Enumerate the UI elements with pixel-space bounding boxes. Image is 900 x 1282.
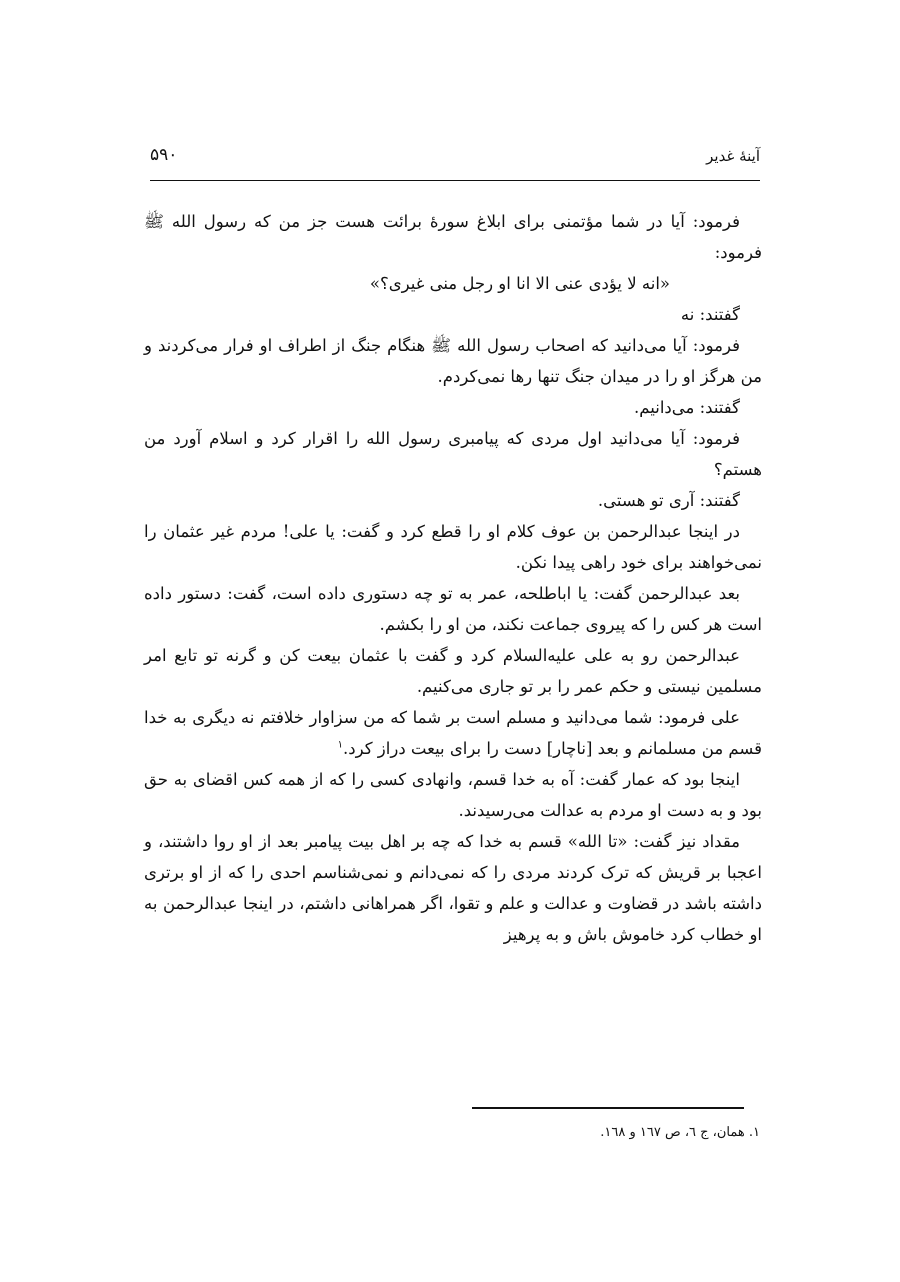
paragraph-4: گفتند: می‌دانیم.	[634, 398, 740, 417]
paragraph-12: مقداد نیز گفت: «تا الله» قسم به خدا که چه بر اهل بیت پیامبر بعد از او روا داشتند، و اعجبا بر قریش که ترک کردند مردی را که نمی‌دانم و نمی‌شناسم احدی را که از او برتری داشته باشد در قضاوت و عدالت و علم و تقوا، اگر همراهانی داشتم، در اینجا عبدالرحمن به او خطاب کرد خاموش باش و به پرهیز	[144, 832, 762, 944]
paragraph-6: گفتند: آری تو هستی.	[597, 491, 740, 510]
header-rule	[150, 180, 760, 181]
paragraph-5: فرمود: آیا می‌دانید اول مردی که پیامبری رسول الله را اقرار کرد و اسلام آورد من هستم؟	[144, 429, 762, 479]
footnote-reference[interactable]: ١	[337, 739, 343, 751]
footnote-text: ١. همان، ج ٦، ص ١٦٧ و ١٦٨.	[600, 1125, 760, 1140]
paragraph-9: عبدالرحمن رو به علی علیه‌السلام کرد و گفت با عثمان بیعت کن و گرنه تو تابع امر مسلمین نیستی و حکم عمر را بر تو جاری می‌کنیم.	[144, 646, 762, 696]
page-header	[150, 143, 760, 181]
page-number: ۵۹۰	[150, 145, 178, 165]
paragraph-2: گفتند: نه	[680, 305, 740, 324]
paragraph-10	[144, 702, 762, 764]
paragraph-3: فرمود: آیا می‌دانید که اصحاب رسول الله ﷺ هنگام جنگ از اطراف او فرار می‌کردند و من هرگز او را در میدان جنگ تنها رها نمی‌کردم.	[144, 336, 762, 386]
paragraph-8: بعد عبدالرحمن گفت: یا اباطلحه، عمر به تو چه دستوری داده است، گفت: دستور داده است هر کس را که پیروی جماعت نکند، من او را بکشم.	[144, 584, 762, 634]
footnote-divider	[472, 1107, 744, 1109]
paragraph-7: در اینجا عبدالرحمن بن عوف کلام او را قطع کرد و گفت: یا علی! مردم غیر عثمان را نمی‌خواهند برای خود راهی پیدا نکن.	[144, 522, 762, 572]
book-title: آینهٔ غدیر	[706, 147, 760, 165]
main-text	[144, 206, 762, 950]
paragraph-1: فرمود: آیا در شما مؤتمنی برای ابلاغ سورهٔ برائت هست جز من که رسول الله ﷺ فرمود:	[144, 212, 762, 262]
paragraph-10-text: علی فرمود: شما می‌دانید و مسلم است بر شما که من سزاوار خلافتم نه دیگری به خدا قسم من مسلمانم و بعد [ناچار] دست را برای بیعت دراز کرد.	[144, 708, 762, 758]
paragraph-11: اینجا بود که عمار گفت: آه به خدا قسم، وانهادی کسی را که از همه کس اقضای به حق بود و به دست او مردم به عدالت می‌رسیدند.	[144, 770, 762, 820]
quote-arabic: «انه لا یؤدی عنی الا انا او رجل منی غیری؟»	[369, 274, 670, 293]
